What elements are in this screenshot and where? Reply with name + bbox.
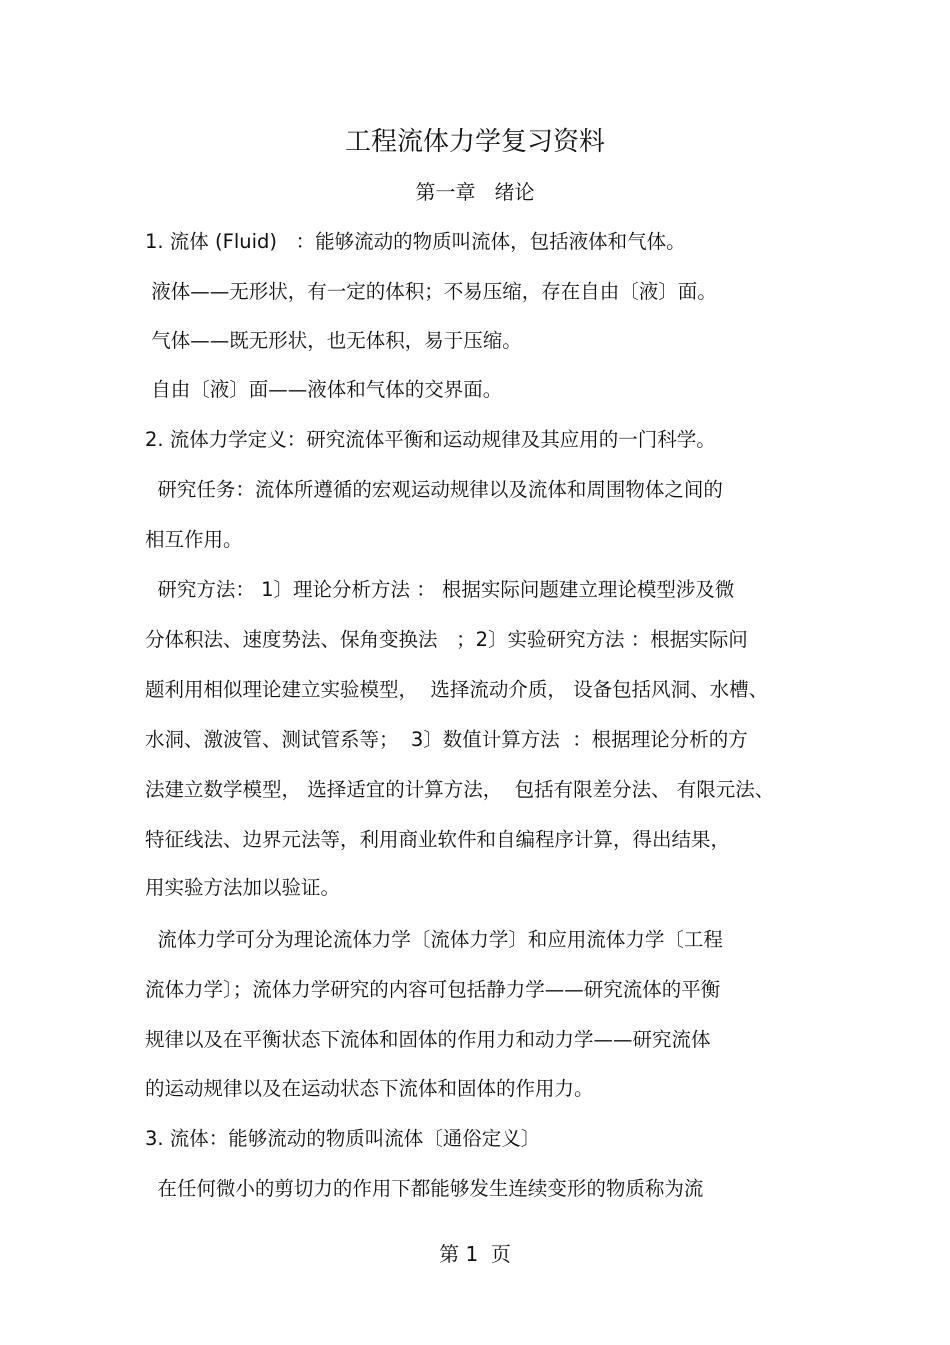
paragraph-line: 水洞、激波管、测试管系等； 3〕数值计算方法 ：根据理论分析的方 — [145, 728, 748, 751]
page-number: 第 1 页 — [439, 1242, 511, 1266]
paragraph-line: 3. 流体：能够流动的物质叫流体〔通俗定义〕 — [145, 1127, 541, 1150]
paragraph-line: 1. 流体 (Fluid) ：能够流动的物质叫流体，包括液体和气体。 — [145, 230, 686, 253]
chapter-heading: 第一章 绪论 — [415, 180, 535, 204]
paragraph-line: 分体积法、速度势法、保角变换法 ；2〕实验研究方法 ：根据实际问 — [145, 628, 748, 651]
document-title: 工程流体力学复习资料 — [344, 127, 605, 157]
paragraph-line: 液体——无形状，有一定的体积；不易压缩，存在自由〔液〕面。 — [145, 280, 717, 303]
paragraph-line: 题利用相似理论建立实验模型， 选择流动介质， 设备包括风洞、水槽、 — [145, 678, 769, 701]
paragraph-line: 流体力学可分为理论流体力学〔流体力学〕和应用流体力学〔工程 — [145, 928, 723, 951]
paragraph-line: 研究任务：流体所遵循的宏观运动规律以及流体和周围物体之间的 — [145, 478, 723, 501]
paragraph-line: 在任何微小的剪切力的作用下都能够发生连续变形的物质称为流 — [145, 1177, 704, 1200]
paragraph-line: 的运动规律以及在运动状态下流体和固体的作用力。 — [145, 1077, 594, 1100]
paragraph-line: 法建立数学模型， 选择适宜的计算方法， 包括有限差分法、 有限元法、 — [145, 778, 775, 801]
paragraph-line: 2. 流体力学定义：研究流体平衡和运动规律及其应用的一门科学。 — [145, 428, 716, 451]
paragraph-line: 气体——既无形状，也无体积，易于压缩。 — [145, 329, 522, 352]
paragraph-line: 相互作用。 — [145, 528, 243, 551]
paragraph-line: 研究方法： 1〕理论分析方法 ： 根据实际问题建立理论模型涉及微 — [145, 578, 735, 601]
paragraph-line: 特征线法、边界元法等，利用商业软件和自编程序计算，得出结果， — [145, 828, 731, 851]
paragraph-line: 规律以及在平衡状态下流体和固体的作用力和动力学——研究流体 — [145, 1028, 711, 1051]
paragraph-line: 用实验方法加以验证。 — [145, 876, 341, 899]
paragraph-line: 流体力学〕；流体力学研究的内容可包括静力学——研究流体的平衡 — [145, 978, 721, 1001]
paragraph-line: 自由〔液〕面——液体和气体的交界面。 — [145, 378, 503, 401]
